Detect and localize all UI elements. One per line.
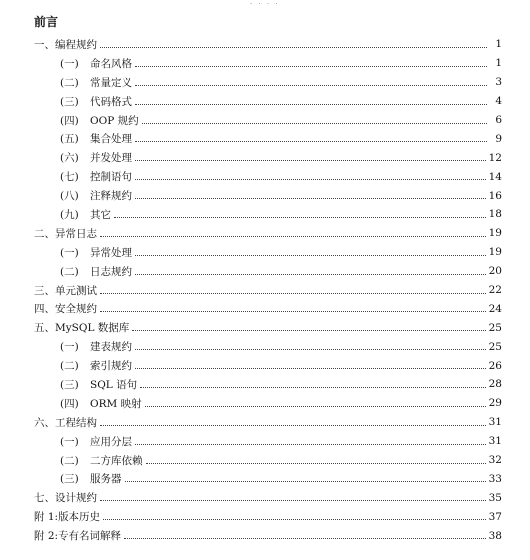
toc-entry-label [60,358,132,373]
toc-entry-label [60,94,132,109]
toc-entry-page-number: 14 [488,170,502,183]
toc-entry[interactable] [34,111,502,130]
toc-entry-number: 三、 [34,284,55,297]
toc-entry-page-number: 26 [488,359,502,372]
toc-entry-page-number: 35 [488,491,502,504]
toc-dot-leader [140,377,486,388]
toc-entry-title: 二方库依赖 [90,454,143,467]
toc-dot-leader [135,56,487,67]
toc-dot-leader [135,169,486,180]
toc-dot-leader [100,226,486,237]
toc-dot-leader [100,490,486,501]
table-of-contents [34,35,502,545]
toc-entry-page-number: 4 [495,95,502,108]
toc-entry-number: (四) [60,114,79,127]
toc-entry-label [34,320,129,335]
toc-entry[interactable] [34,507,502,526]
toc-entry-page-number: 38 [488,529,502,542]
toc-entry-title: 设计规约 [55,492,97,505]
toc-dot-leader [100,415,486,426]
toc-entry[interactable] [34,73,502,92]
toc-entry-label [60,207,111,222]
toc-entry[interactable] [34,243,502,262]
toc-entry[interactable] [34,469,502,488]
toc-entry-label [60,434,132,449]
toc-entry-label [60,131,132,146]
toc-entry-label [34,283,97,298]
toc-entry-number: (一) [60,435,79,448]
toc-entry-title: 专有名词解释 [58,530,122,543]
toc-entry-label [60,471,122,486]
toc-entry-number: 四、 [34,303,55,316]
toc-entry-label [60,75,132,90]
toc-entry-page-number: 25 [488,321,502,334]
toc-entry-label [34,301,97,316]
toc-entry-page-number: 1 [495,57,502,70]
toc-entry-label [60,396,142,411]
toc-dot-leader [135,434,486,445]
toc-entry-page-number: 31 [488,435,502,448]
toc-entry[interactable] [34,224,502,243]
toc-entry-title: 安全规约 [55,303,97,316]
toc-entry[interactable] [34,92,502,111]
toc-entry[interactable] [34,35,502,54]
toc-entry-page-number: 12 [488,151,502,164]
toc-entry-label [60,245,132,260]
toc-entry-label [34,415,97,430]
toc-entry-label [60,453,143,468]
toc-entry-number: 附 2: [34,530,59,543]
toc-dot-leader [135,339,486,350]
toc-dot-leader [125,471,486,482]
toc-entry[interactable] [34,167,502,186]
toc-entry-label [34,226,97,241]
toc-dot-leader [135,245,486,256]
toc-entry-number: 五、 [34,322,55,335]
toc-entry-title: 建表规约 [90,341,132,354]
toc-entry-number: (一) [60,341,79,354]
toc-entry-number: (四) [60,397,79,410]
toc-entry-page-number: 31 [488,416,502,429]
toc-entry[interactable] [34,205,502,224]
toc-entry-number: (一) [60,57,79,70]
toc-dot-leader [100,37,487,48]
toc-entry-page-number: 1 [495,38,502,51]
toc-entry-page-number: 32 [488,454,502,467]
toc-entry-title: 日志规约 [90,265,132,278]
toc-entry-number: (二) [60,360,79,373]
toc-dot-leader [114,207,486,218]
toc-entry-label [60,377,137,392]
toc-entry-title: 服务器 [90,473,122,486]
toc-entry-title: 其它 [90,208,111,221]
toc-entry[interactable] [34,281,502,300]
toc-entry-page-number: 28 [488,378,502,391]
toc-entry-page-number: 6 [495,114,502,126]
toc-entry-page-number: 3 [495,76,502,89]
toc-entry-label [34,528,121,543]
toc-dot-leader [132,320,485,331]
toc-entry-number: (三) [60,95,79,108]
toc-entry-page-number: 24 [488,302,502,315]
toc-entry-title: 代码格式 [90,95,132,108]
toc-dot-leader [100,301,486,312]
toc-entry-number: 七、 [34,492,55,505]
toc-entry-page-number: 19 [488,246,502,259]
toc-dot-leader [135,358,486,369]
toc-entry-label [34,37,97,52]
toc-heading-preface[interactable]: 前言 [34,15,59,29]
toc-dot-leader [135,131,487,142]
toc-entry-page-number: 9 [495,132,502,145]
toc-entry-page-number: 33 [488,472,502,485]
toc-dot-leader [145,396,486,407]
toc-entry[interactable] [34,526,502,545]
toc-entry[interactable] [34,488,502,507]
toc-entry-page-number: 37 [488,510,502,523]
toc-entry-title: 集合处理 [90,133,132,146]
toc-entry[interactable] [34,451,502,470]
toc-entry-label [60,264,132,279]
toc-entry-label [60,56,132,71]
toc-entry-page-number: 16 [488,189,502,202]
toc-entry-page-number: 18 [488,208,502,221]
toc-entry-title: 异常处理 [90,246,132,259]
toc-entry-number: 一、 [34,38,55,51]
toc-entry-label [60,188,132,203]
toc-entry[interactable] [34,318,502,337]
toc-entry[interactable] [34,356,502,375]
toc-entry-title: ORM 映射 [90,397,142,410]
toc-entry-title: 版本历史 [58,511,101,524]
toc-entry-title: 索引规约 [90,360,132,373]
toc-entry-title: 工程结构 [55,416,97,429]
toc-dot-leader [135,75,487,86]
toc-entry[interactable] [34,413,502,432]
toc-entry-page-number: 29 [488,397,502,410]
toc-entry-page-number: 22 [488,284,502,297]
toc-entry-number: (六) [60,152,79,165]
toc-entry[interactable] [34,375,502,394]
toc-dot-leader [135,94,487,105]
toc-entry-number: (三) [60,473,79,486]
toc-entry[interactable] [34,262,502,281]
toc-dot-leader [100,283,486,294]
toc-entry-number: (二) [60,265,79,278]
toc-entry-number: 二、 [34,227,55,240]
toc-entry-label [34,509,100,524]
toc-entry-number: (一) [60,246,79,259]
page-header-mark: · · · · [250,0,280,8]
toc-entry-number: 六、 [34,416,55,429]
toc-entry[interactable] [34,394,502,413]
toc-entry-number: (二) [60,454,79,467]
toc-dot-leader [142,113,487,124]
toc-entry[interactable] [34,148,502,167]
toc-entry-page-number: 19 [488,227,502,240]
toc-entry-label [60,339,132,354]
toc-entry[interactable] [34,299,502,318]
toc-entry-title: 应用分层 [90,435,132,448]
toc-entry-label [60,150,132,165]
toc-dot-leader [135,188,486,199]
toc-dot-leader [124,528,486,539]
toc-entry-title: 命名风格 [90,57,132,70]
toc-entry[interactable] [34,129,502,148]
toc-entry[interactable] [34,186,502,205]
toc-entry[interactable] [34,337,502,356]
toc-entry-title: 控制语句 [90,171,132,184]
toc-entry-page-number: 20 [488,265,502,278]
toc-entry-number: (三) [60,378,79,391]
toc-entry-number: (九) [60,208,79,221]
toc-entry-title: 常量定义 [90,76,132,89]
toc-entry-number: (七) [60,171,79,184]
toc-entry-title: MySQL 数据库 [55,322,130,335]
toc-entry-label [60,169,132,184]
toc-dot-leader [135,264,486,275]
toc-entry-number: (二) [60,76,79,89]
toc-entry-number: (五) [60,133,79,146]
toc-entry[interactable] [34,54,502,73]
toc-entry-label [34,490,97,505]
toc-dot-leader [135,150,486,161]
toc-entry-title: 单元测试 [55,284,97,297]
toc-entry-title: 注释规约 [90,190,132,203]
toc-dot-leader [103,509,486,520]
toc-entry-title: 并发处理 [90,152,132,165]
toc-entry-title: 编程规约 [55,38,97,51]
toc-entry-number: (八) [60,190,79,203]
toc-entry-label [60,113,139,128]
toc-entry-number: 附 1: [34,511,59,524]
toc-entry[interactable] [34,432,502,451]
toc-entry-title: 异常日志 [55,227,97,240]
toc-entry-title: SQL 语句 [90,378,138,391]
toc-dot-leader [146,453,486,464]
toc-entry-page-number: 25 [488,340,502,353]
toc-entry-title: OOP 规约 [90,114,139,127]
